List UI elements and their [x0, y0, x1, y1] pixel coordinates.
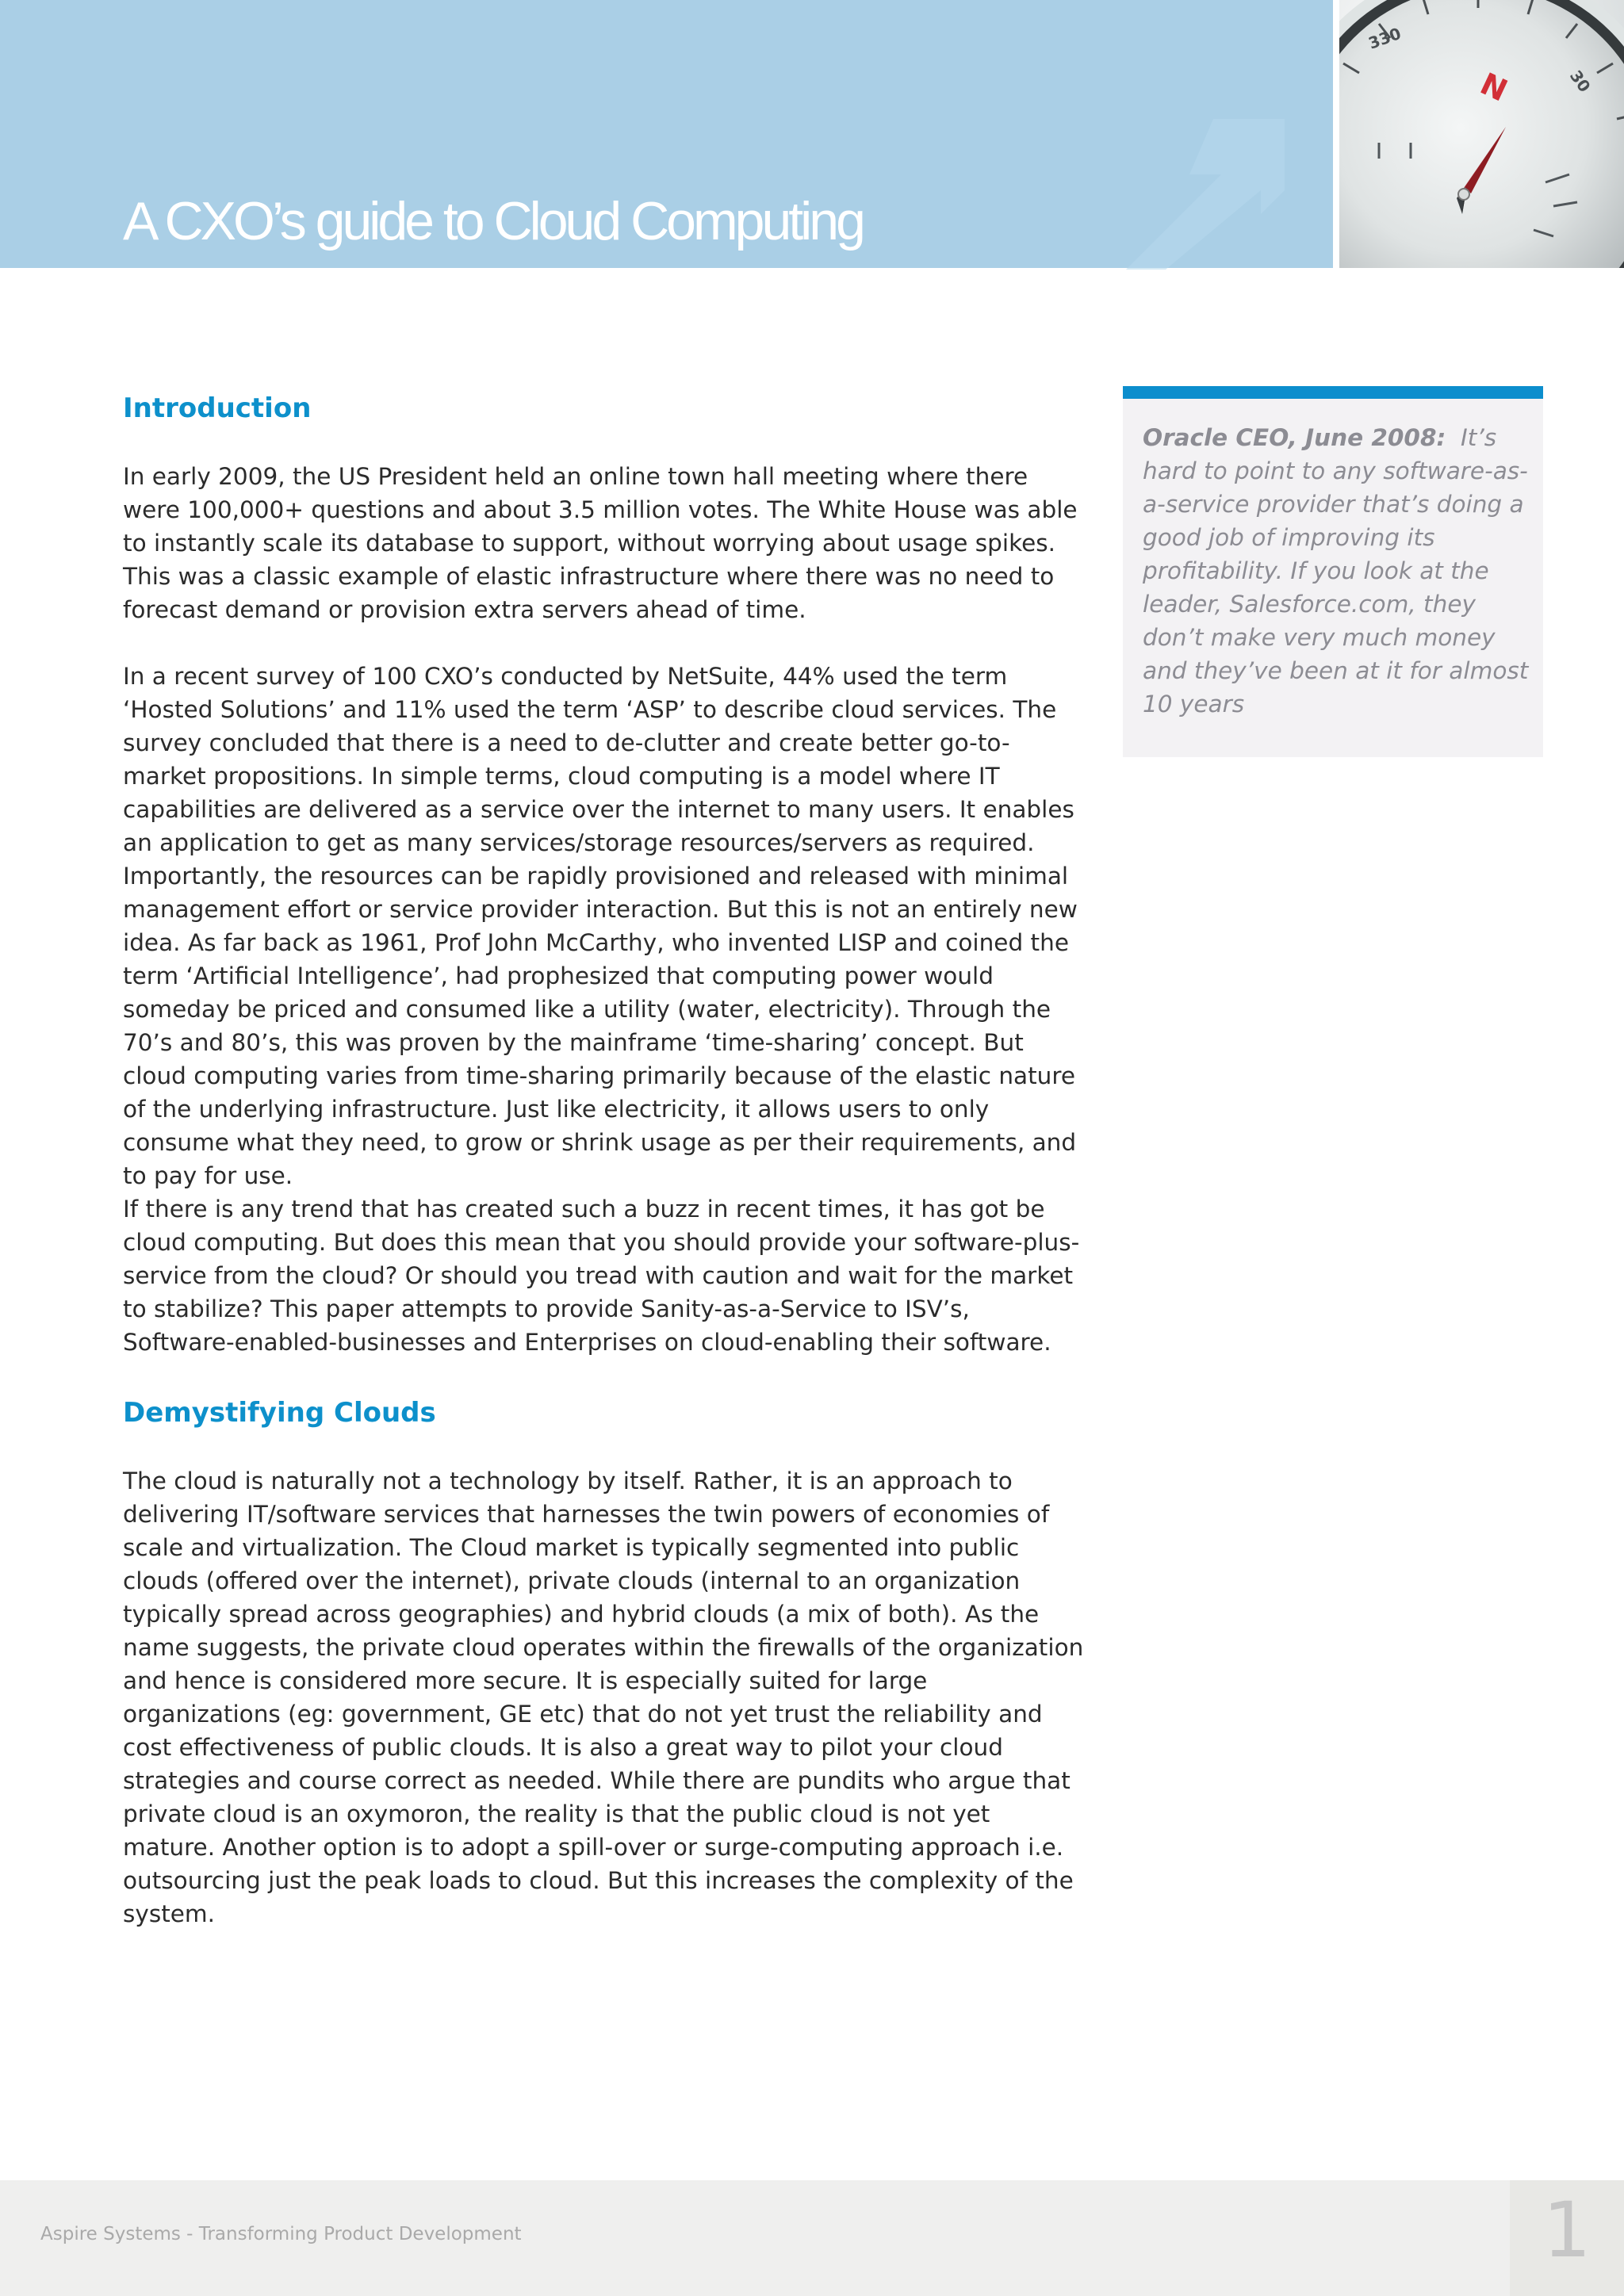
footer-text: Aspire Systems - Transforming Product Development [40, 2224, 522, 2244]
intro-paragraph-3: If there is any trend that has created such a buzz in recent times, it has got be cloud computing. But does this mean that you should provide your software-plus-service from the cloud? Or should you tread with caution and wait for the market to stabilize? This paper attempts to provide Sanity-as-a-Service to ISV’s, Software-enabled-businesses and Enterprises on cloud-enabling their software. [123, 1196, 1080, 1356]
svg-text:N: N [1475, 66, 1513, 109]
svg-text:330: 330 [1365, 23, 1404, 53]
compass-image [1339, 0, 1624, 268]
intro-paragraph-2: In a recent survey of 100 CXO’s conducted by NetSuite, 44% used the term ‘Hosted Solutions’ and 11% used the term ‘ASP’ to describe cloud services. The survey concluded that there is a need to de-clutter and create better go-to-market propositions. In simple terms, cloud computing is a model where IT capabilities are delivered as a service over the internet to many users. It enables an application to get as many services/storage resources/servers as required. Importantly, the resources can be rapidly provisioned and released with minimal management effort or service provider interaction. But this is not an entirely new idea. As far back as 1961, Prof John McCarthy, who invented LISP and coined the term ‘Artificial Intelligence’, had prophesized that computing power would someday be priced and consumed like a utility (water, electricity). Through the 70’s and 80’s, this was proven by the mainframe ‘time-sharing’ concept. But cloud computing varies from time-sharing primarily because of the elastic nature of the underlying infrastructure. Just like electricity, it allows users to only consume what they need, to grow or shrink usage as per their requirements, and to pay for use. [123, 663, 1078, 1189]
section-heading-demystifying-clouds: Demystifying Clouds [123, 1397, 436, 1429]
document-title: A CXO’s guide to Cloud Computing [123, 191, 863, 251]
svg-text:30: 30 [1565, 67, 1595, 96]
sidebar-quote [1143, 421, 1531, 721]
demystifying-paragraph-1: The cloud is naturally not a technology by itself. Rather, it is an approach to delivering IT/software services that harnesses the twin powers of economies of scale and virtualization. The Cloud market is typically segmented into public clouds (offered over the internet), private clouds (internal to an organization typically spread across geographies) and hybrid clouds (a mix of both). As the name suggests, the private cloud operates within the firewalls of the organization and hence is considered more secure. It is especially suited for large organizations (eg: government, GE etc) that do not yet trust the reliability and cost effectiveness of public clouds. It is also a great way to pilot your cloud strategies and course correct as needed. While there are pundits who argue that private cloud is an oxymoron, the reality is that the public cloud is not yet mature. Another option is to adopt a spill-over or surge-computing approach i.e. outsourcing just the peak loads to cloud. But this increases the complexity of the system. [123, 1468, 1084, 1927]
quote-body: It’s hard to point to any software-as-a-service provider that’s doing a good job of improving its profitability. If you look at the leader, Salesforce.com, they don’t make very much money and they’ve been at it for almost 10 years [1143, 424, 1529, 718]
section-heading-introduction: Introduction [123, 392, 312, 424]
intro-paragraph-1: In early 2009, the US President held an online town hall meeting where there were 100,000+ questions and about 3.5 million votes. The White House was able to instantly scale its database to support, without worrying about usage spikes. This was a classic example of elastic infrastructure where there was no need to forecast demand or provision extra servers ahead of time. [123, 463, 1078, 623]
page-number: 1 [1542, 2186, 1591, 2275]
quote-attribution: Oracle CEO, June 2008: [1143, 424, 1446, 451]
quote-accent-bar [1123, 386, 1543, 399]
compass-icon [1339, 0, 1624, 268]
arrow-graphic-icon [1102, 103, 1308, 270]
header-divider [1333, 0, 1339, 268]
